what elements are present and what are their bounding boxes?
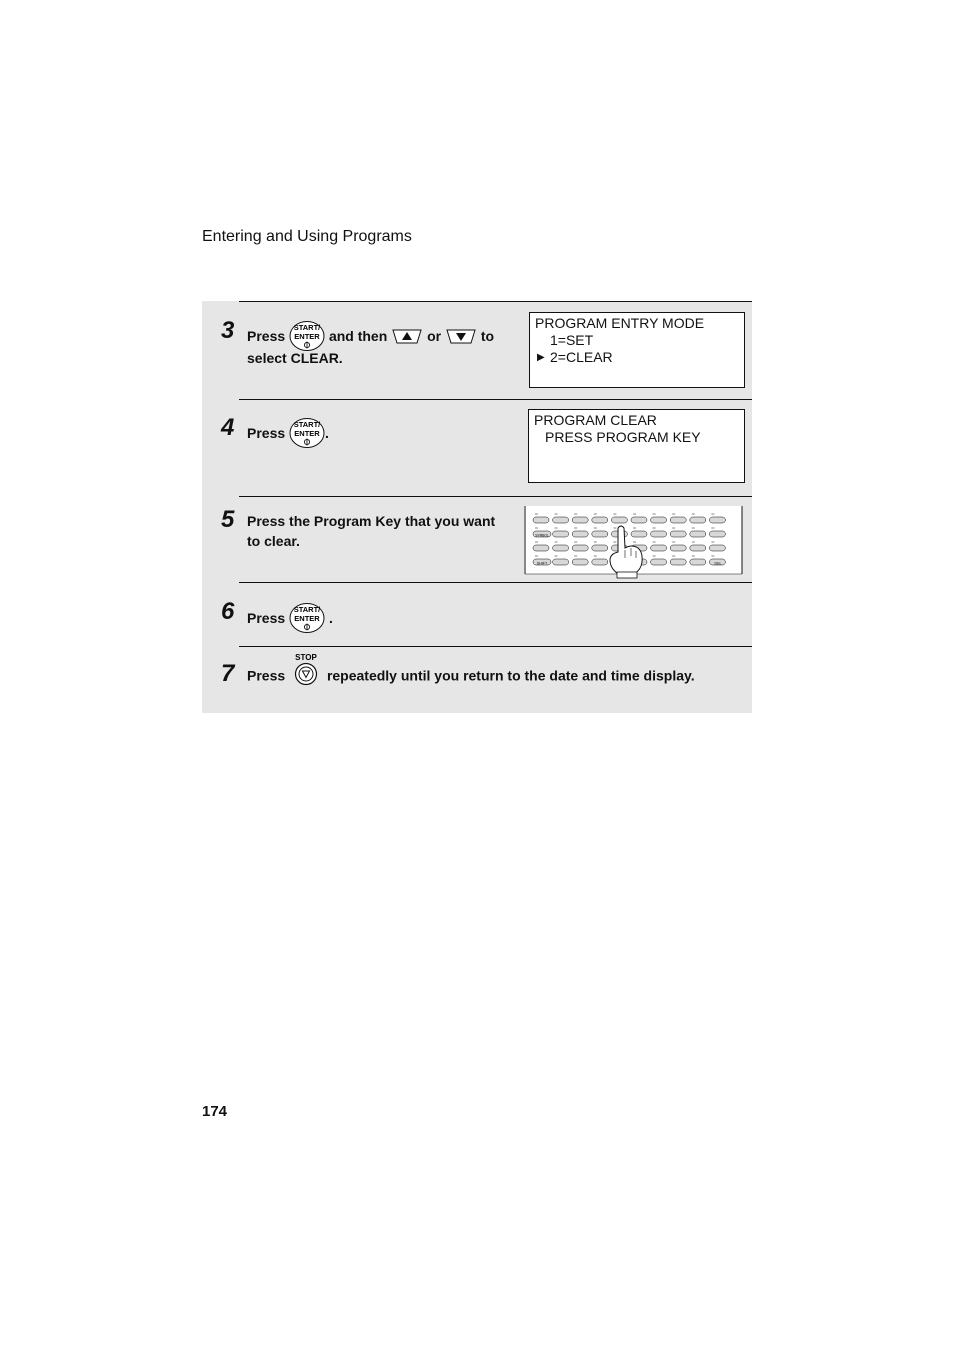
program-key — [533, 545, 549, 551]
svg-text:ENTER: ENTER — [294, 614, 320, 623]
program-key — [651, 545, 667, 551]
lcd-line-selected: ▶ 2=CLEAR — [537, 349, 613, 365]
lcd-display-entry-mode — [529, 312, 745, 388]
program-key — [651, 517, 667, 523]
program-keyboard-illustration — [524, 506, 744, 578]
svg-text:ENTER: ENTER — [294, 332, 320, 341]
start-enter-key-icon — [289, 418, 325, 448]
program-key — [553, 531, 569, 537]
page-number: 174 — [202, 1103, 228, 1120]
program-key — [709, 545, 725, 551]
svg-text:START/: START/ — [293, 605, 321, 614]
program-key — [572, 531, 588, 537]
instruction-panel — [202, 301, 752, 713]
step-5 — [202, 496, 752, 582]
step-number: 4 — [221, 414, 235, 441]
lcd-display-program-clear — [528, 409, 745, 483]
program-key — [690, 517, 706, 523]
program-key — [572, 559, 588, 565]
step-text — [247, 321, 494, 351]
step-number: 3 — [221, 317, 235, 344]
program-key — [611, 517, 627, 523]
svg-text:ENTER: ENTER — [294, 429, 320, 438]
program-key — [690, 545, 706, 551]
step-3 — [202, 301, 752, 399]
program-key — [670, 545, 686, 551]
step-number: 7 — [221, 660, 235, 687]
program-key — [533, 517, 549, 523]
svg-text:START/: START/ — [293, 323, 321, 332]
section-header: Entering and Using Programs — [202, 228, 412, 245]
program-key — [690, 559, 706, 565]
step-text-or: or — [427, 328, 442, 344]
program-key — [553, 517, 569, 523]
program-key — [631, 517, 647, 523]
lcd-line: 1=SET — [550, 332, 594, 348]
program-key — [709, 531, 725, 537]
step-text-and-then: and then — [328, 328, 388, 344]
program-key — [670, 559, 686, 565]
program-key — [553, 545, 569, 551]
up-arrow-key-icon — [391, 327, 423, 345]
svg-text:STOP: STOP — [295, 653, 317, 663]
program-key — [670, 517, 686, 523]
step-text-line2: select CLEAR. — [247, 350, 343, 366]
program-key — [572, 517, 588, 523]
step-7 — [202, 646, 752, 713]
program-key — [572, 545, 588, 551]
step-text-line2: to clear. — [247, 533, 300, 549]
program-key — [592, 531, 608, 537]
step-text: Press the Program Key that you want — [247, 513, 496, 529]
lcd-line: PRESS PROGRAM KEY — [545, 429, 701, 445]
step-4 — [202, 399, 752, 496]
program-key — [592, 545, 608, 551]
svg-text:DEL: DEL — [714, 561, 722, 566]
down-arrow-key-icon — [445, 327, 477, 345]
svg-text:START/: START/ — [293, 420, 321, 429]
program-key — [592, 517, 608, 523]
step-text: Press START/ ENTER . — [247, 603, 333, 633]
svg-text:SYMBOL: SYMBOL — [535, 533, 549, 538]
step-6 — [202, 582, 752, 646]
step-text-to: to — [480, 328, 495, 344]
lcd-line: PROGRAM CLEAR — [534, 412, 657, 428]
program-key — [709, 517, 725, 523]
program-key — [592, 559, 608, 565]
step-text-press: Press — [247, 328, 286, 344]
start-enter-key-icon — [289, 603, 325, 633]
selection-pointer-icon: ▶ — [537, 352, 545, 363]
start-enter-key-icon — [289, 321, 325, 351]
svg-text:SHIFT: SHIFT — [536, 561, 548, 566]
program-key — [670, 531, 686, 537]
step-number: 5 — [221, 506, 235, 533]
program-key — [553, 559, 569, 565]
stop-key-icon — [289, 654, 323, 686]
step-text: Press STOP repeatedly until you return to the date and time display. — [247, 664, 695, 686]
lcd-line: PROGRAM ENTRY MODE — [535, 315, 705, 331]
program-key — [651, 559, 667, 565]
program-key — [690, 531, 706, 537]
step-text: Press START/ ENTER . — [247, 418, 329, 448]
program-key — [651, 531, 667, 537]
step-number: 6 — [221, 598, 235, 625]
program-key — [631, 531, 647, 537]
